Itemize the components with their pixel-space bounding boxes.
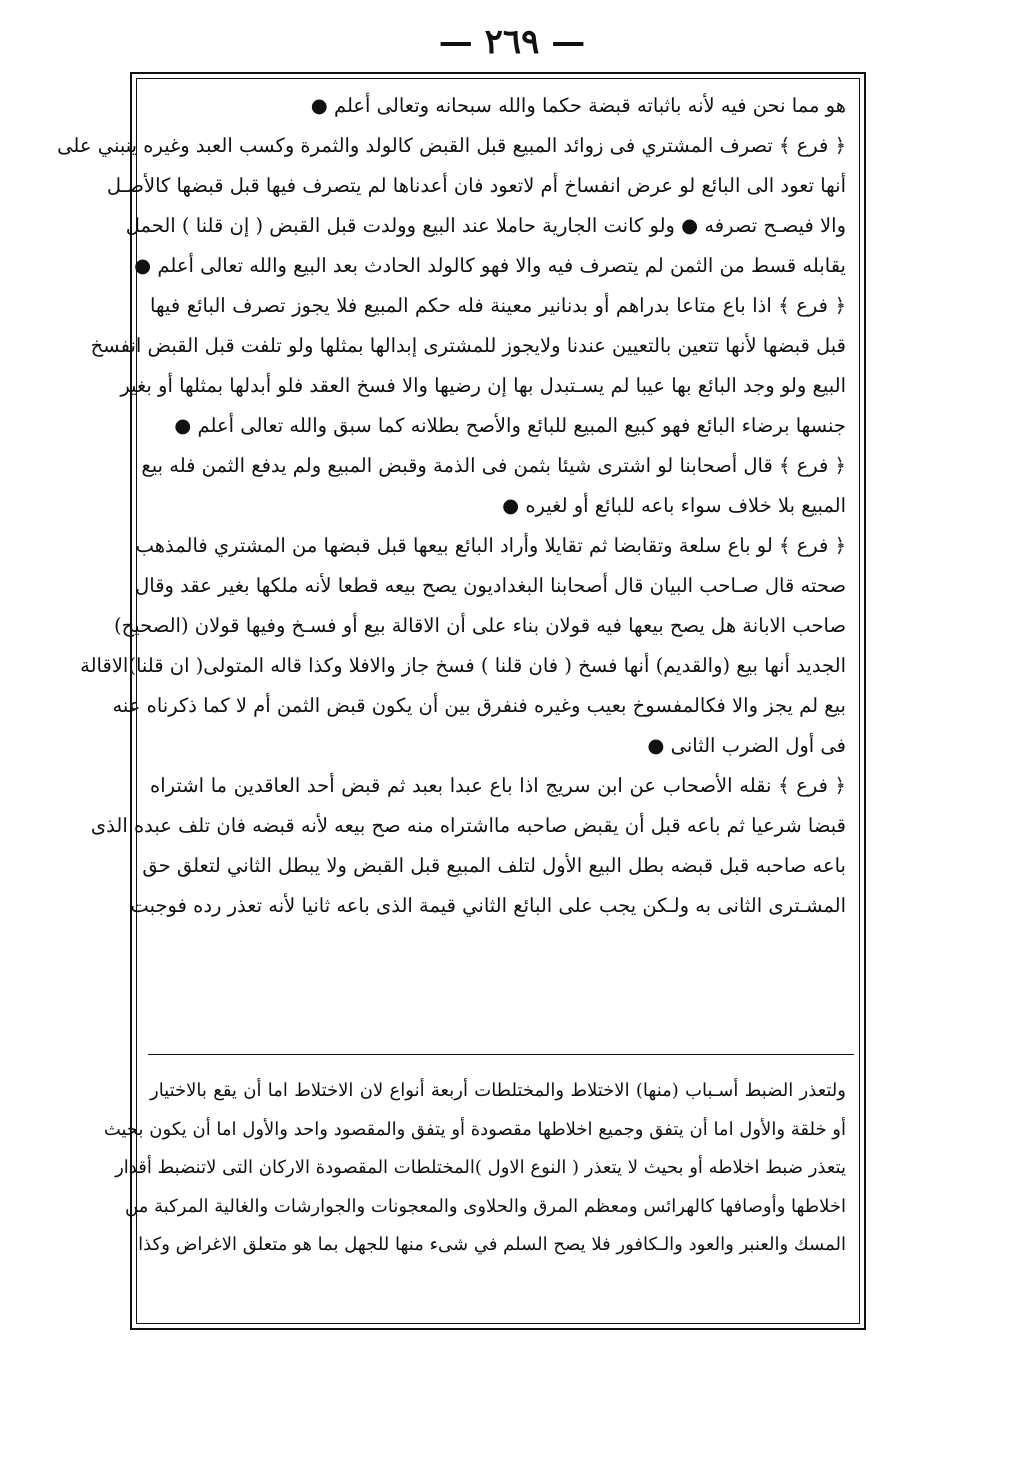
text-line: ﴿ فرع ﴾ اذا باع متاعا بدراهم أو بدنانير معينة فله حكم المبيع فلا يجوز تصرف البائع فيها [150,294,846,317]
text-line: أنها تعود الى البائع لو عرض انفساخ أم لاتعود فان أعدناها لم يتصرف فيها قبل قبضها كالأصـل [106,174,846,197]
text-line: ﴿ فرع ﴾ نقله الأصحاب عن ابن سريج اذا باع عبدا بعبد ثم قبض أحد العاقدين ما اشتراه [150,774,846,797]
text-line: صحته قال صـاحب البيان قال أصحابنا البغداديون يصح بيعه قطعا لأنه ملكها بغير عقد وقال [135,574,846,597]
footnote-line: يتعذر ضبط اخلاطه أو بحيث لا يتعذر ( النوع الاول )المختلطات المقصودة الاركان التى لاتنضبط أقدار [115,1157,846,1178]
text-line: باعه صاحبه قبل قبضه بطل البيع الأول لتلف المبيع قبل القبض ولا يبطل الثاني لتعلق حق [142,854,846,877]
text-line: ﴿ فرع ﴾ لو باع سلعة وتقابضا ثم تقايلا وأراد البائع بيعها قبل قبضها من المشتري فالمذهب [135,534,846,557]
text-line: والا فيصـح تصرفه ● ولو كانت الجارية حاملا عند البيع وولدت قبل القبض ( إن قلنا ) الحمل [125,214,846,237]
footnote-text [103,1072,846,1265]
text-line: يقابله قسط من الثمن لم يتصرف فيه والا فهو كالولد الحادث بعد البيع والله تعالى أعلم ● [134,254,846,277]
footnote-line: ولتعذر الضبط أسـباب (منها) الاختلاط والمختلطات أربعة أنواع لان الاختلاط اما أن يقع بالاختيار [150,1080,846,1101]
text-line: قبل قبضها لأنها تتعين بالتعيين عندنا ولايجوز للمشترى إبدالها بمثلها ولو تلفت قبل القبض انفسخ [90,334,846,357]
text-line: فى أول الضرب الثانى ● [647,734,846,757]
main-text [57,86,846,926]
footnote-line: المسك والعنبر والعود والـكافور فلا يصح السلم في شىء منها للجهل بما هو متعلق الاغراض وكذا [138,1234,846,1255]
text-line: هو مما نحن فيه لأنه باثباته قبضة حكما والله سبحانه وتعالى أعلم ● [310,94,846,117]
text-line: بيع لم يجز والا فكالمفسوخ بعيب وغيره فنفرق بين أن يكون قبض الثمن أم لا كما ذكرناه عنه [112,694,846,717]
text-line: البيع ولو وجد البائع بها عيبا لم يسـتبدل بها إن رضيها والا فسخ العقد فلو أبدلها بمثلها أو بغير [120,374,846,397]
text-line: جنسها برضاء البائع فهو كبيع المبيع للبائع والأصح بطلانه كما سبق والله تعالى أعلم ● [174,414,846,437]
footnote-divider [148,1054,854,1055]
text-line: المبيع بلا خلاف سواء باعه للبائع أو لغيره ● [502,494,846,517]
text-line: المشـترى الثانى به ولـكن يجب على البائع الثاني قيمة الذى باعه ثانيا لأنه تعذر رده فوجبت [130,894,846,917]
text-line: الجديد أنها بيع (والقديم) أنها فسخ ( فان قلنا ) فسخ جاز والافلا وكذا قاله المتولى( ان قلنا)الاقالة [80,654,846,677]
page-number: — ٢٦٩ — [438,22,586,62]
footnote-line: أو خلقة والأول اما أن يتفق وجميع اخلاطها مقصودة أو يتفق والمقصود واحد والأول اما أن يكون بحيث [103,1118,846,1140]
text-line: ﴿ فرع ﴾ قال أصحابنا لو اشترى شيئا بثمن فى الذمة وقبض المبيع ولم يدفع الثمن فله بيع [141,454,846,477]
footnote-line: اخلاطها وأوصافها كالهرائس ومعظم المرق والحلاوى والمعجونات والجوارشات والغالية المركبة من [125,1195,846,1217]
text-line: صاحب الابانة هل يصح بيعها فيه قولان بناء على أن الاقالة بيع أو فسـخ وفيها قولان (الصحيح) [114,614,846,637]
text-line: قبضا شرعيا ثم باعه قبل أن يقبض صاحبه مااشتراه منه صح بيعه لأنه قبضه فان تلف عبده الذى [90,814,846,837]
text-line: ﴿ فرع ﴾ تصرف المشتري فى زوائد المبيع قبل القبض كالولد والثمرة وكسب العبد وغيره ينبني على [57,134,846,157]
